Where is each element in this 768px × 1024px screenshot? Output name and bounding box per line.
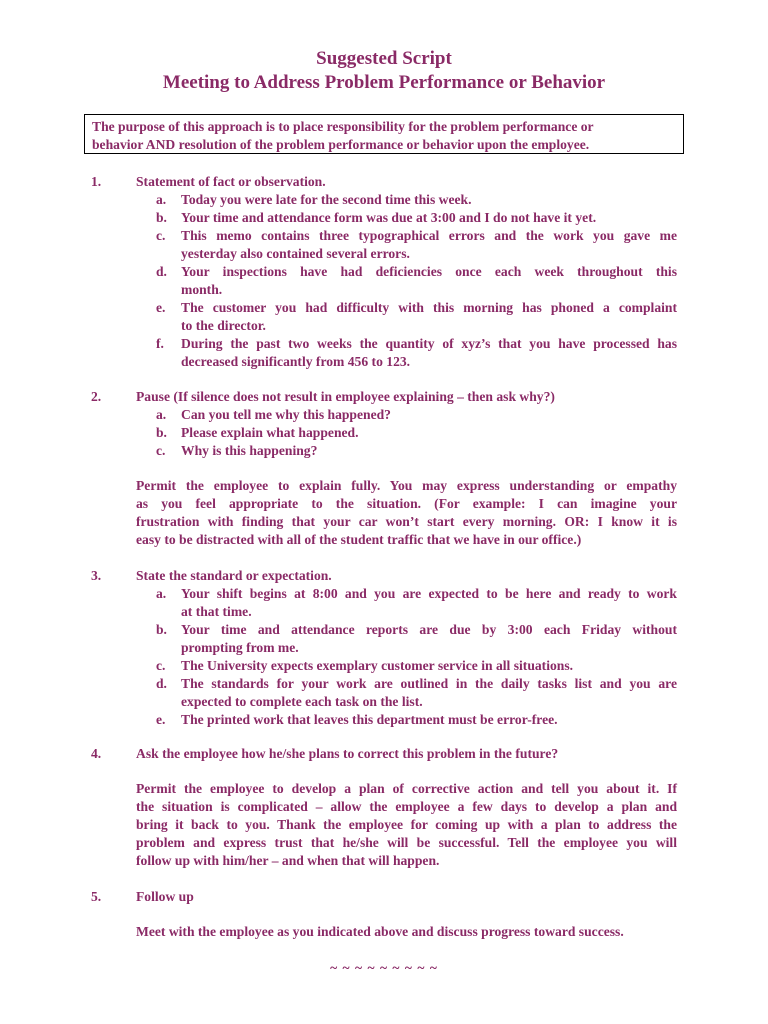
item-text: yesterday also contained several errors. <box>181 246 410 261</box>
document-subtitle: Meeting to Address Problem Performance or Behavior <box>162 72 606 93</box>
item-text: Why is this happening? <box>181 443 318 458</box>
section-heading: State the standard or expectation. <box>136 568 332 583</box>
item-text: at that time. <box>181 604 252 619</box>
section-heading: Follow up <box>136 889 194 904</box>
item-letter: c. <box>156 443 166 458</box>
item-text: Today you were late for the second time this week. <box>181 192 472 207</box>
section-number: 1. <box>91 174 102 189</box>
paragraph-line: the situation is complicated – allow the employee a few days to develop a plan and <box>136 799 677 814</box>
paragraph-line: bring it back to you. Thank the employee for coming up with a plan to address the <box>136 817 677 832</box>
item-text: Your inspections have had deficiencies once each week throughout this <box>181 264 677 279</box>
section-number: 2. <box>91 389 102 404</box>
section-number: 3. <box>91 568 102 583</box>
item-letter: a. <box>156 586 167 601</box>
paragraph-line: problem and express trust that he/she will be successful. Tell the employee you will <box>136 835 677 850</box>
item-letter: b. <box>156 622 167 637</box>
item-text: The printed work that leaves this department must be error-free. <box>181 712 558 727</box>
item-letter: a. <box>156 407 167 422</box>
item-text: Please explain what happened. <box>181 425 359 440</box>
item-text: Your shift begins at 8:00 and you are expected to be here and ready to work <box>181 586 677 601</box>
section-number: 4. <box>91 746 102 761</box>
section-heading: Pause (If silence does not result in employee explaining – then ask why?) <box>136 389 555 404</box>
item-text: Your time and attendance form was due at 3:00 and I do not have it yet. <box>181 210 597 225</box>
item-letter: b. <box>156 425 167 440</box>
purpose-statement-box <box>84 114 684 154</box>
item-letter: d. <box>156 676 167 691</box>
paragraph-line: Permit the employee to develop a plan of corrective action and tell you about it. If <box>136 781 677 796</box>
item-letter: e. <box>156 300 166 315</box>
section-paragraph <box>136 923 677 941</box>
item-text: month. <box>181 282 223 297</box>
item-text: The University expects exemplary customer service in all situations. <box>181 658 574 673</box>
section-heading: Statement of fact or observation. <box>136 174 326 189</box>
section-paragraph <box>136 477 677 549</box>
item-letter: c. <box>156 658 166 673</box>
purpose-line: The purpose of this approach is to place responsibility for the problem performance or <box>92 119 594 134</box>
item-text: Your time and attendance reports are due by 3:00 each Friday without <box>181 622 677 637</box>
item-text: The standards for your work are outlined in the daily tasks list and you are <box>181 676 677 691</box>
item-letter: a. <box>156 192 167 207</box>
item-letter: b. <box>156 210 167 225</box>
section-heading: Ask the employee how he/she plans to correct this problem in the future? <box>136 746 559 761</box>
paragraph-line: Meet with the employee as you indicated above and discuss progress toward success. <box>136 924 624 939</box>
item-text: to the director. <box>181 318 266 333</box>
item-text: expected to complete each task on the list. <box>181 694 423 709</box>
paragraph-line: easy to be distracted with all of the student traffic that we have in our office.) <box>136 532 582 547</box>
item-text: The customer you had difficulty with this morning has phoned a complaint <box>181 300 677 315</box>
paragraph-line: Permit the employee to explain fully. You may express understanding or empathy <box>136 478 677 493</box>
item-text: prompting from me. <box>181 640 299 655</box>
section-number: 5. <box>91 889 102 904</box>
item-text: During the past two weeks the quantity of xyz’s that you have processed has <box>181 336 677 351</box>
end-ornament: ~ ~ ~ ~ ~ ~ ~ ~ ~ <box>330 960 438 975</box>
item-letter: d. <box>156 264 167 279</box>
purpose-line: behavior AND resolution of the problem performance or behavior upon the employee. <box>92 137 590 152</box>
item-text: This memo contains three typographical errors and the work you gave me <box>181 228 677 243</box>
document-title: Suggested Script <box>316 48 452 69</box>
item-letter: f. <box>156 336 164 351</box>
item-text: Can you tell me why this happened? <box>181 407 391 422</box>
section-paragraph <box>136 780 677 870</box>
item-letter: e. <box>156 712 166 727</box>
item-text: decreased significantly from 456 to 123. <box>181 354 411 369</box>
item-letter: c. <box>156 228 166 243</box>
paragraph-line: follow up with him/her – and when that will happen. <box>136 853 440 868</box>
paragraph-line: frustration with finding that your car won’t start every morning. OR: I know it is <box>136 514 677 529</box>
paragraph-line: as you feel appropriate to the situation. (For example: I can imagine your <box>136 496 677 511</box>
